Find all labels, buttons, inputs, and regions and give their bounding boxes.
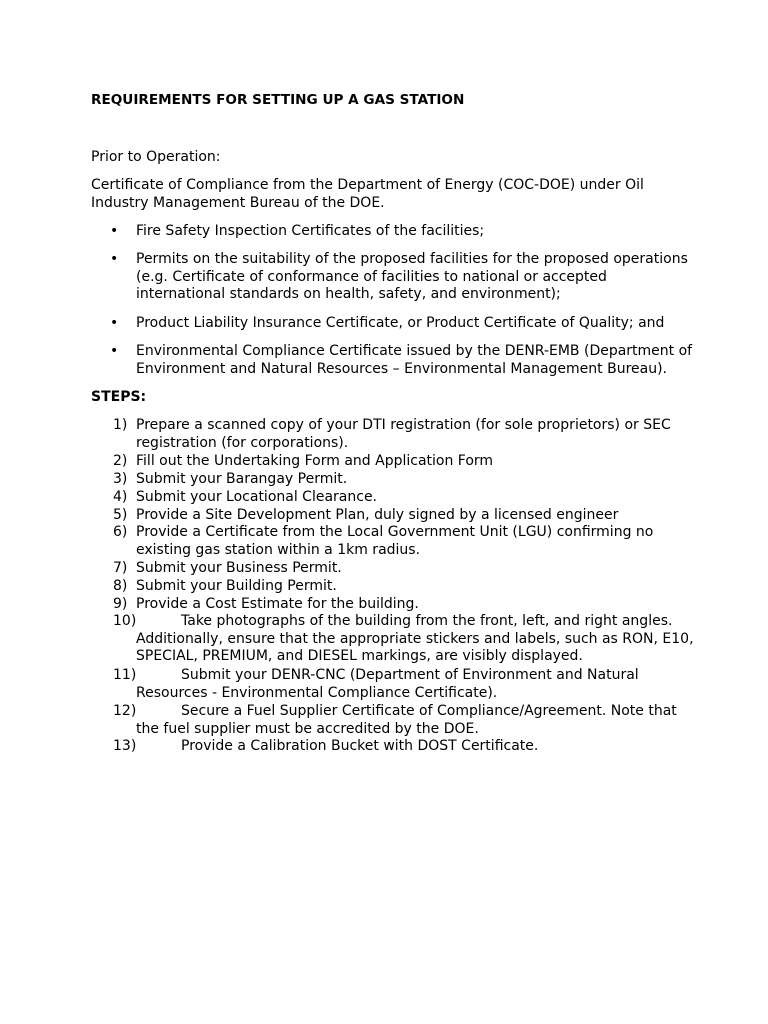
step-item: [113, 738, 696, 756]
step-item: [113, 667, 696, 702]
step-number: 13): [113, 738, 137, 754]
step-text: Submit your Business Permit.: [136, 560, 342, 576]
step-text: Fill out the Undertaking Form and Application Form: [136, 453, 494, 469]
step-number: 11): [113, 667, 137, 683]
step-number: 6): [113, 524, 128, 540]
bullet-item: [110, 343, 696, 378]
steps-heading: STEPS:: [91, 389, 147, 405]
step-number: 9): [113, 596, 128, 612]
intro-paragraph: Certificate of Compliance from the Department of Energy (COC-DOE) under Oil Industry Management Bureau of the DOE.: [91, 177, 644, 211]
step-number: 5): [113, 507, 128, 523]
bullet-text: Permits on the suitability of the proposed facilities for the proposed operations (e.g. Certificate of conformance of facilities to national or accepted international standards on health, safety, and environment);: [136, 251, 688, 303]
bullet-text: Fire Safety Inspection Certificates of the facilities;: [136, 223, 485, 239]
step-text: Submit your Building Permit.: [136, 578, 337, 594]
step-text: Provide a Site Development Plan, duly signed by a licensed engineer: [136, 507, 619, 523]
bullet-text: Environmental Compliance Certificate issued by the DENR-EMB (Department of Environment and Natural Resources – Environmental Management Bureau).: [136, 343, 693, 377]
step-item: [113, 489, 696, 507]
step-item: [113, 471, 696, 489]
step-text: Provide a Calibration Bucket with DOST Certificate.: [181, 738, 539, 754]
step-text: Prepare a scanned copy of your DTI registration (for sole proprietors) or SEC registration (for corporations).: [136, 417, 671, 451]
bullet-item: [110, 251, 696, 304]
step-text: Provide a Cost Estimate for the building.: [136, 596, 419, 612]
bullet-marker: •: [110, 343, 119, 359]
step-text: Submit your Barangay Permit.: [136, 471, 348, 487]
bullet-item: [110, 223, 696, 241]
step-number: 7): [113, 560, 128, 576]
step-item: [113, 453, 696, 471]
step-item: [113, 417, 696, 452]
step-item: [113, 560, 696, 578]
step-item: [113, 524, 696, 559]
document-title: REQUIREMENTS FOR SETTING UP A GAS STATION: [91, 92, 465, 108]
step-text: Submit your Locational Clearance.: [136, 489, 378, 505]
step-text: Secure a Fuel Supplier Certificate of Compliance/Agreement. Note that the fuel supplier must be accredited by the DOE.: [136, 703, 677, 737]
step-number: 3): [113, 471, 128, 487]
bullet-marker: •: [110, 251, 119, 267]
step-text: Take photographs of the building from the front, left, and right angles. Additionally, ensure that the appropriate stickers and labels, such as RON, E10, SPECIAL, PREMIUM, and DIESEL markings, are visibly displayed.: [136, 613, 694, 665]
step-number: 10): [113, 613, 137, 629]
bullet-item: [110, 315, 696, 333]
step-number: 8): [113, 578, 128, 594]
step-text: Provide a Certificate from the Local Government Unit (LGU) confirming no existing gas station within a 1km radius.: [136, 524, 654, 558]
step-number: 4): [113, 489, 128, 505]
step-item: [113, 613, 696, 666]
step-number: 1): [113, 417, 128, 433]
step-item: [113, 596, 696, 614]
step-text: Submit your DENR-CNC (Department of Environment and Natural Resources - Environmental Compliance Certificate).: [136, 667, 639, 701]
step-item: [113, 578, 696, 596]
step-number: 12): [113, 703, 137, 719]
step-number: 2): [113, 453, 128, 469]
prior-heading: Prior to Operation:: [91, 149, 221, 165]
bullet-text: Product Liability Insurance Certificate, or Product Certificate of Quality; and: [136, 315, 665, 331]
step-item: [113, 507, 696, 525]
step-item: [113, 703, 696, 738]
bullet-marker: •: [110, 315, 119, 331]
bullet-marker: •: [110, 223, 119, 239]
